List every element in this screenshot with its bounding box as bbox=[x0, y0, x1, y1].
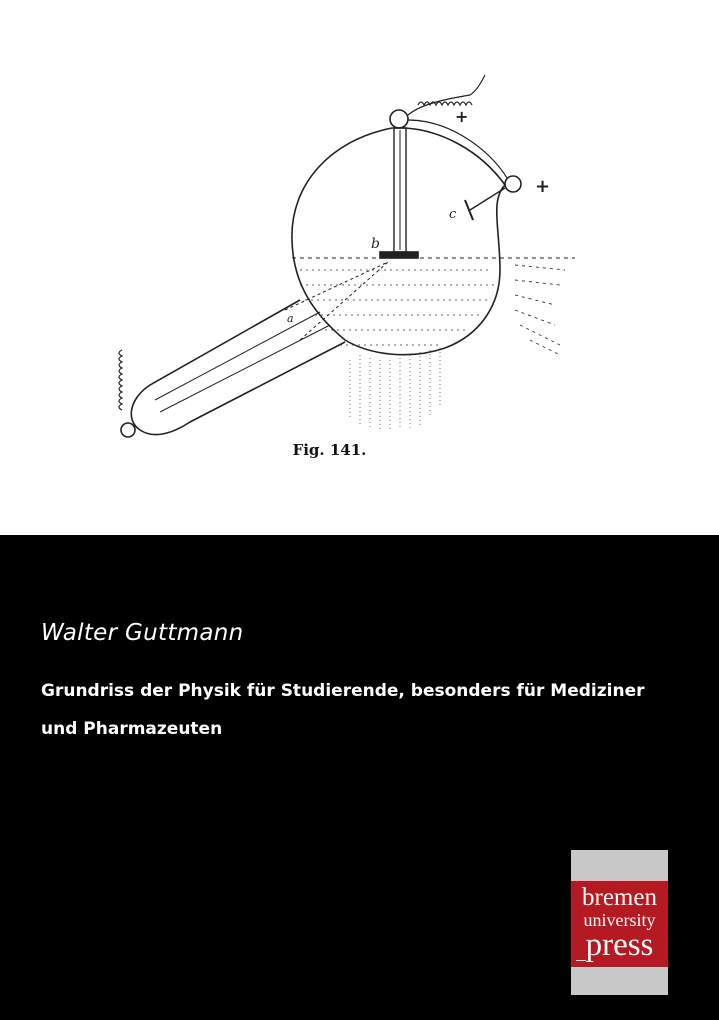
label-b: b bbox=[371, 236, 380, 252]
figure-caption bbox=[0, 441, 719, 459]
tube-outline bbox=[131, 300, 345, 435]
label-a: a bbox=[287, 312, 294, 325]
label-plus-right: + bbox=[535, 176, 551, 197]
publisher-logo-line-1: bremen bbox=[582, 884, 657, 911]
publisher-logo-underline bbox=[576, 960, 586, 961]
publisher-logo bbox=[571, 850, 668, 995]
book-title-line-2: und Pharmazeuten bbox=[41, 719, 223, 739]
bulb-outline bbox=[292, 128, 505, 355]
publisher-logo-line-2: university bbox=[583, 910, 656, 930]
book-author: Walter Guttmann bbox=[41, 620, 244, 646]
publisher-logo-panel bbox=[571, 881, 668, 967]
publisher-logo-line-3: press bbox=[585, 927, 654, 963]
figure-caption-text: Fig. 141. bbox=[292, 441, 367, 459]
book-title-line-1: Grundriss der Physik für Studierende, besonders für Mediziner bbox=[41, 681, 645, 701]
book-title bbox=[41, 672, 681, 748]
label-c: c bbox=[449, 207, 457, 222]
label-plus-top: + bbox=[455, 107, 469, 126]
top-wire bbox=[408, 75, 485, 115]
